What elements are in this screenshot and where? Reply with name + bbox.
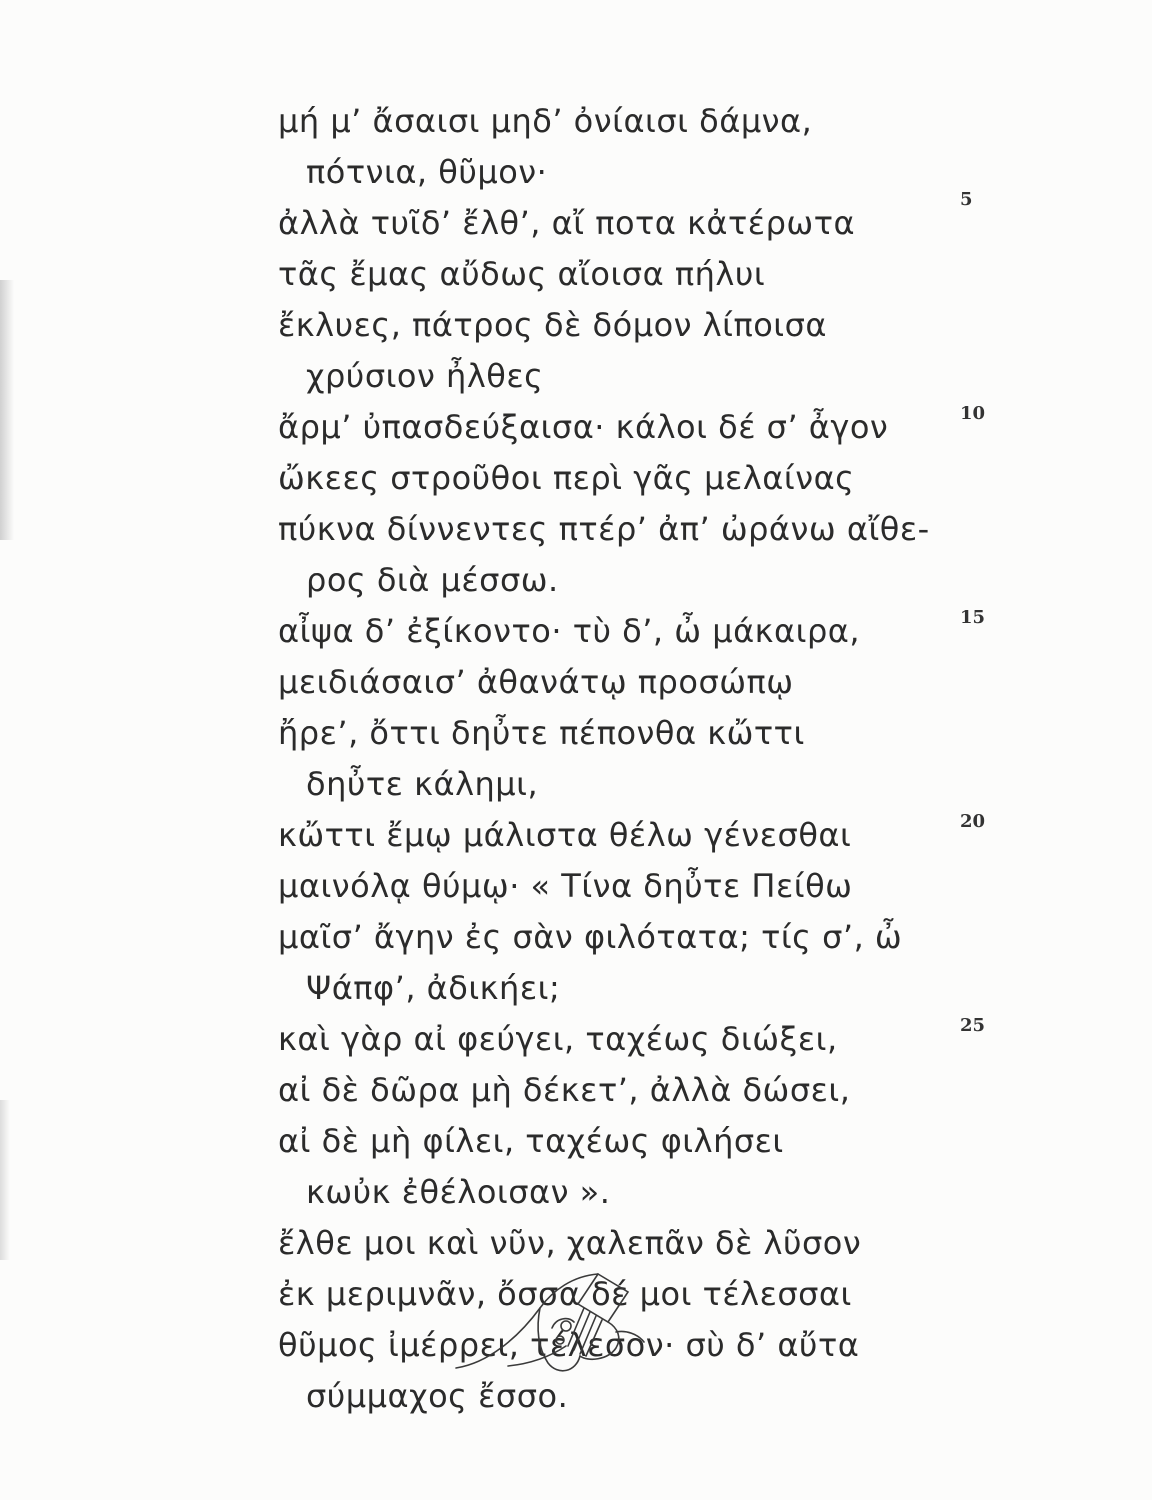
poem-line: θῦμος ἰμέρρει, τέλεσον· σὺ δ’ αὔτα (278, 1326, 860, 1364)
poem-line: χρύσιον ἦλθες (306, 357, 544, 395)
poem-line: ἄρμ’ ὐπασδεύξαισα· κάλοι δέ σ’ ἆγον (278, 408, 889, 446)
poem-line: σύμμαχος ἔσσο. (306, 1377, 569, 1415)
poem-line: Ψάπφ’, ἀδικήει; (306, 969, 561, 1007)
poem-line: αἰ δὲ δῶρα μὴ δέκετ’, ἀλλὰ δώσει, (278, 1071, 851, 1109)
poem-line: ἔλθε μοι καὶ νῦν, χαλεπᾶν δὲ λῦσον (278, 1224, 862, 1262)
lyre-ornament-icon (448, 1268, 658, 1388)
page-edge-shadow-lower (0, 1100, 10, 1260)
poem-line: αἶψα δ’ ἐξίκοντο· τὺ δ’, ὦ μάκαιρα, (278, 612, 861, 650)
page-edge-shadow (0, 280, 14, 540)
poem-line: μή μ’ ἄσαισι μηδ’ ὀνίαισι δάμνα, (278, 102, 813, 140)
poem-line: ὤκεες στροῦθοι περὶ γᾶς μελαίνας (278, 459, 855, 497)
poem-line: μαινόλᾳ θύμῳ· « Τίνα δηὖτε Πείθω (278, 867, 853, 905)
poem-line: μειδιάσαισ’ ἀθανάτῳ προσώπῳ (278, 663, 794, 701)
line-number: 10 (960, 403, 986, 424)
poem-line: δηὖτε κάλημι, (306, 765, 539, 803)
poem-line: κωὐκ ἐθέλοισαν ». (306, 1173, 611, 1211)
poem-line: ἤρε’, ὄττι δηὖτε πέπονθα κὤττι (278, 714, 805, 752)
poem-line: μαῖσ’ ἄγην ἐς σὰν φιλότατα; τίς σ’, ὦ (278, 918, 903, 956)
poem-line: καὶ γὰρ αἰ φεύγει, ταχέως διώξει, (278, 1020, 838, 1058)
line-number: 25 (960, 1015, 986, 1036)
line-number: 20 (960, 811, 986, 832)
poem-line: ἔκλυες, πάτρος δὲ δόμον λίποισα (278, 306, 827, 344)
poem-line: ἀλλὰ τυῖδ’ ἔλθ’, αἴ ποτα κἀτέρωτα (278, 204, 856, 242)
line-number: 5 (960, 189, 973, 210)
line-number: 15 (960, 607, 986, 628)
poem-line: πύκνα δίννεντες πτέρ’ ἀπ’ ὠράνω αἴθε- (278, 510, 930, 548)
poem-line: αἰ δὲ μὴ φίλει, ταχέως φιλήσει (278, 1122, 784, 1160)
poem-line: κὤττι ἔμῳ μάλιστα θέλω γένεσθαι (278, 816, 852, 854)
poem-line: πότνια, θῦμον· (306, 153, 548, 191)
poem-line: ἐκ μεριμνᾶν, ὄσσα δέ μοι τέλεσσαι (278, 1275, 852, 1313)
poem-line: τᾶς ἔμας αὔδως αἴοισα πήλυι (278, 255, 766, 293)
poem-line: ρος διὰ μέσσω. (306, 561, 559, 599)
